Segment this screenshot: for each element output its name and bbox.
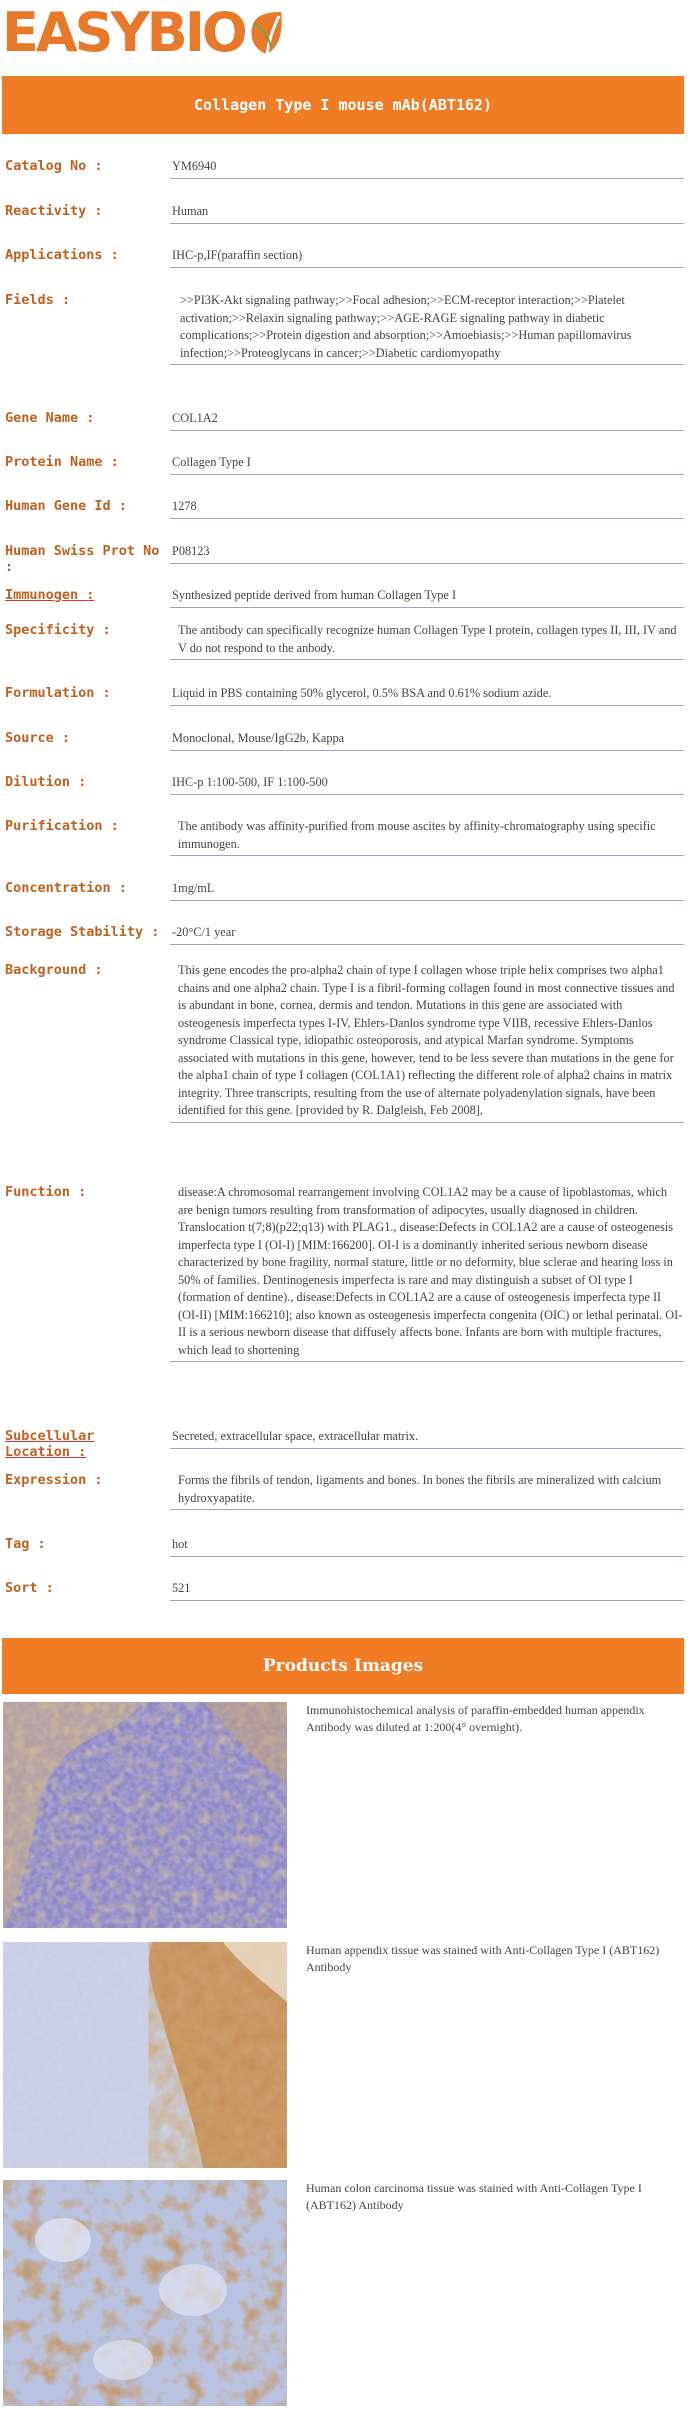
field-label: Human Gene Id : xyxy=(5,498,127,514)
leaf-icon xyxy=(247,10,287,56)
field-value: 1278 xyxy=(170,498,684,519)
field-label: Fields : xyxy=(5,292,71,308)
field-value: IHC-p,IF(paraffin section) xyxy=(170,247,684,268)
field-value: YM6940 xyxy=(170,158,684,179)
field-value: Forms the fibrils of tendon, ligaments and bones. In bones the fibrils are mineralized with calcium hydroxyapatite. xyxy=(170,1472,684,1510)
field-value: 1mg/mL xyxy=(170,880,684,901)
field-label: Purification : xyxy=(5,818,119,834)
field-label: Tag : xyxy=(5,1536,46,1552)
field-label: Immunogen : xyxy=(5,587,95,603)
field-label: Formulation : xyxy=(5,685,111,701)
field-value: Synthesized peptide derived from human Collagen Type I xyxy=(170,587,684,608)
field-value: Human xyxy=(170,203,684,224)
field-value: Collagen Type I xyxy=(170,454,684,475)
field-label: Protein Name : xyxy=(5,454,119,470)
product-title-banner: Collagen Type I mouse mAb(ABT162) xyxy=(2,76,684,134)
field-value: This gene encodes the pro-alpha2 chain of type I collagen whose triple helix comprises two alpha1 chains and one alpha2 chain. Type I is a fibril-forming collagen found in most connective tissues and is abundant in bone, cornea, dermis and tendon. Mutations in this gene are associated with osteogenesis imperfecta types I-IV, Ehlers-Danlos syndrome type VIIB, recessive Ehlers-Danlos syndrome Classical type, idiopathic osteoporosis, and atypical Marfan syndrome. Symptoms associated with mutations in this gene, however, tend to be less severe than mutations in the gene for the alpha1 chain of type I collagen (COL1A1) reflecting the different role of alpha2 chains in matrix integrity. Three transcripts, resulting from the use of alternate polyadenylation signals, have been identified for this gene. [provided by R. Dalgleish, Feb 2008], xyxy=(170,962,684,1123)
easybio-logo xyxy=(2,1,287,64)
field-label: Source : xyxy=(5,730,71,746)
field-value: Liquid in PBS containing 50% glycerol, 0.5% BSA and 0.61% sodium azide. xyxy=(170,685,684,706)
image-caption: Immunohistochemical analysis of paraffin-embedded human appendix Antibody was diluted at 1:200(4° overnight). xyxy=(306,1703,645,1734)
field-value: The antibody can specifically recognize human Collagen Type I protein, collagen types II, III, IV and V do not respond to the anbody. xyxy=(170,622,684,660)
field-label: Expression : xyxy=(5,1472,103,1488)
field-label: Catalog No : xyxy=(5,158,103,174)
field-value: disease:A chromosomal rearrangement involving COL1A2 may be a cause of lipoblastomas, which are benign tumors resulting from transformation of adipocytes, usually diagnosed in children. Translocation t(7;8)(p22;q13) with PLAG1., disease:Defects in COL1A2 are a cause of osteogenesis imperfecta type I (OI-I) [MIM:166200]. OI-I is a dominantly inherited serious newborn disease characterized by bone fragility, normal stature, little or no deformity, blue sclerae and hearing loss in 50% of families. Dentinogenesis imperfecta is rare and may distinguish a subset of OI type I (formation of dentine)., disease:Defects in COL1A2 are a cause of osteogenesis imperfecta type II (OI-II) [MIM:166210]; also known as osteogenesis imperfecta congenita (OIC) or lethal perinatal. OI-II is a serious newborn disease that diffusely affects bone. Infants are born with multiple fractures, which lead to shortening xyxy=(170,1184,684,1362)
field-value: >>PI3K-Akt signaling pathway;>>Focal adhesion;>>ECM-receptor interaction;>>Platelet activation;>>Relaxin signaling pathway;>>AGE-RAGE signaling pathway in diabetic complications;>>Protein digestion and absorption;>>Amoebiasis;>>Human papillomavirus infection;>>Proteoglycans in cancer;>>Diabetic cardiomyopathy xyxy=(170,292,684,365)
field-value: COL1A2 xyxy=(170,410,684,431)
field-value: P08123 xyxy=(170,543,684,564)
products-images-banner: Products Images xyxy=(2,1638,684,1694)
field-value: -20°C/1 year xyxy=(170,924,684,945)
field-label: Background : xyxy=(5,962,103,978)
field-value: IHC-p 1:100-500, IF 1:100-500 xyxy=(170,774,684,795)
field-label: Storage Stability : xyxy=(5,924,160,940)
field-label: Specificity : xyxy=(5,622,111,638)
field-label: Subcellular Location : xyxy=(5,1428,95,1460)
colon-carcinoma-image xyxy=(3,2180,287,2406)
ihc-appendix-image xyxy=(3,1702,287,1928)
field-label: Applications : xyxy=(5,247,119,263)
logo-text: EASYBIO xyxy=(2,1,245,64)
field-label: Concentration : xyxy=(5,880,127,896)
field-label: Human Swiss Prot No : xyxy=(5,543,160,575)
field-value: Secreted, extracellular space, extracellular matrix. xyxy=(170,1428,684,1449)
appendix-tissue-image xyxy=(3,1942,287,2168)
field-value: 521 xyxy=(170,1580,684,1601)
field-label: Sort : xyxy=(5,1580,54,1596)
field-value: hot xyxy=(170,1536,684,1557)
field-value: The antibody was affinity-purified from mouse ascites by affinity-chromatography using specific immunogen. xyxy=(170,818,684,856)
field-value: Monoclonal, Mouse/IgG2b, Kappa xyxy=(170,730,684,751)
image-caption: Human colon carcinoma tissue was stained with Anti-Collagen Type I (ABT162) Antibody xyxy=(306,2181,642,2212)
field-label: Dilution : xyxy=(5,774,87,790)
field-label: Gene Name : xyxy=(5,410,95,426)
field-label: Function : xyxy=(5,1184,87,1200)
image-caption: Human appendix tissue was stained with Anti-Collagen Type I (ABT162) Antibody xyxy=(306,1943,660,1974)
field-label: Reactivity : xyxy=(5,203,103,219)
